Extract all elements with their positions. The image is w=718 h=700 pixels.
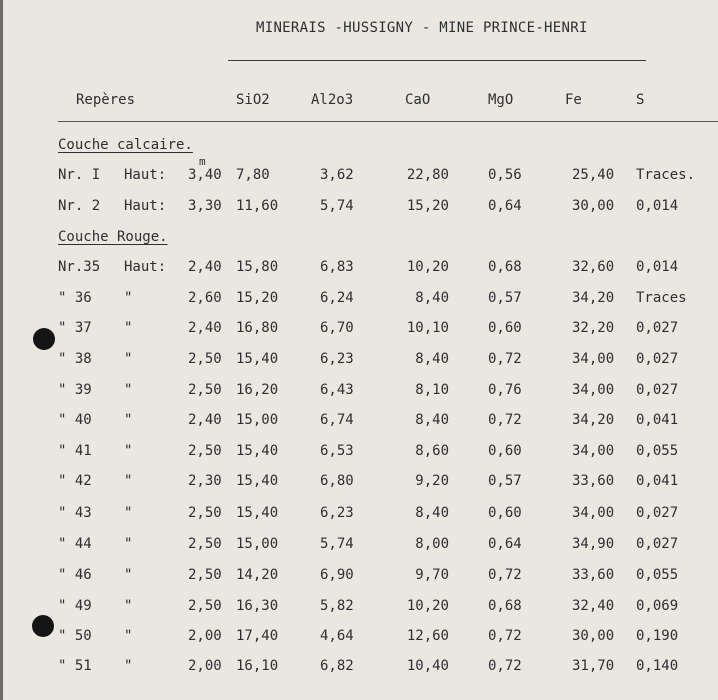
title-rule <box>228 60 646 61</box>
cell-sio2: 15,80 <box>236 259 279 275</box>
section-couche-calcaire: Couche calcaire. <box>58 137 193 153</box>
cell-cao: 9,70 <box>415 567 449 583</box>
cell-nr: " 37 <box>58 320 92 336</box>
header-al2o3: Al2o3 <box>311 92 354 108</box>
cell-cao: 10,20 <box>406 598 449 614</box>
cell-cao: 8,40 <box>415 412 449 428</box>
cell-sio2: 16,30 <box>236 598 279 614</box>
cell-haut: Haut: <box>124 259 167 275</box>
cell-s: 0,041 <box>636 412 679 428</box>
cell-mgo: 0,72 <box>488 628 522 644</box>
cell-fe: 30,00 <box>572 628 615 644</box>
cell-al2o3: 3,62 <box>320 167 354 183</box>
cell-al2o3: 6,23 <box>320 351 354 367</box>
cell-m: 2,50 <box>188 505 222 521</box>
cell-m: 2,00 <box>188 628 222 644</box>
page-edge <box>0 0 3 700</box>
punch-hole-lower <box>32 615 54 637</box>
cell-al2o3: 4,64 <box>320 628 354 644</box>
header-cao: CaO <box>405 92 431 108</box>
cell-mgo: 0,72 <box>488 351 522 367</box>
cell-sio2: 16,10 <box>236 658 279 674</box>
cell-al2o3: 6,53 <box>320 443 354 459</box>
cell-s: 0,027 <box>636 320 679 336</box>
cell-cao: 10,10 <box>406 320 449 336</box>
cell-s: 0,027 <box>636 351 679 367</box>
cell-nr: " 39 <box>58 382 92 398</box>
cell-mgo: 0,72 <box>488 412 522 428</box>
cell-haut: " <box>124 505 133 521</box>
cell-al2o3: 6,70 <box>320 320 354 336</box>
cell-cao: 12,60 <box>406 628 449 644</box>
cell-nr: " 40 <box>58 412 92 428</box>
cell-s: 0,055 <box>636 443 679 459</box>
cell-m: 2,50 <box>188 598 222 614</box>
section-couche-rouge: Couche Rouge. <box>58 229 168 245</box>
cell-fe: 33,60 <box>572 567 615 583</box>
cell-haut: Haut: <box>124 167 167 183</box>
cell-haut: " <box>124 351 133 367</box>
cell-sio2: 11,60 <box>236 198 279 214</box>
cell-nr: " 38 <box>58 351 92 367</box>
cell-fe: 30,00 <box>572 198 615 214</box>
cell-fe: 32,40 <box>572 598 615 614</box>
cell-fe: 34,90 <box>572 536 615 552</box>
cell-fe: 32,60 <box>572 259 615 275</box>
cell-s: 0,014 <box>636 259 679 275</box>
cell-s: 0,069 <box>636 598 679 614</box>
cell-sio2: 15,00 <box>236 412 279 428</box>
cell-al2o3: 6,90 <box>320 567 354 583</box>
cell-fe: 31,70 <box>572 658 615 674</box>
cell-cao: 22,80 <box>406 167 449 183</box>
cell-m: 2,50 <box>188 382 222 398</box>
cell-nr: " 44 <box>58 536 92 552</box>
cell-al2o3: 6,80 <box>320 473 354 489</box>
cell-cao: 8,10 <box>415 382 449 398</box>
cell-nr: " 46 <box>58 567 92 583</box>
cell-fe: 34,00 <box>572 351 615 367</box>
header-fe: Fe <box>565 92 582 108</box>
cell-s: 0,027 <box>636 505 679 521</box>
cell-nr: Nr. I <box>58 167 101 183</box>
cell-sio2: 7,80 <box>236 167 270 183</box>
cell-sio2: 15,00 <box>236 536 279 552</box>
cell-s: 0,055 <box>636 567 679 583</box>
cell-m: 2,50 <box>188 443 222 459</box>
cell-nr: Nr.35 <box>58 259 101 275</box>
cell-m: 2,50 <box>188 351 222 367</box>
cell-sio2: 16,20 <box>236 382 279 398</box>
cell-sio2: 15,40 <box>236 505 279 521</box>
cell-cao: 8,40 <box>415 505 449 521</box>
cell-al2o3: 6,74 <box>320 412 354 428</box>
cell-m: 2,40 <box>188 259 222 275</box>
cell-haut: " <box>124 598 133 614</box>
cell-m: 2,00 <box>188 658 222 674</box>
cell-al2o3: 6,82 <box>320 658 354 674</box>
cell-haut: " <box>124 536 133 552</box>
cell-cao: 10,20 <box>406 259 449 275</box>
cell-mgo: 0,76 <box>488 382 522 398</box>
cell-fe: 34,00 <box>572 443 615 459</box>
cell-cao: 8,00 <box>415 536 449 552</box>
cell-fe: 32,20 <box>572 320 615 336</box>
cell-s: Traces. <box>636 167 696 183</box>
cell-sio2: 16,80 <box>236 320 279 336</box>
cell-al2o3: 6,23 <box>320 505 354 521</box>
cell-mgo: 0,64 <box>488 536 522 552</box>
cell-mgo: 0,64 <box>488 198 522 214</box>
cell-fe: 34,20 <box>572 412 615 428</box>
cell-nr: " 36 <box>58 290 92 306</box>
cell-mgo: 0,56 <box>488 167 522 183</box>
cell-m: 3,40 <box>188 167 222 183</box>
cell-nr: " 43 <box>58 505 92 521</box>
cell-haut: " <box>124 443 133 459</box>
cell-mgo: 0,60 <box>488 505 522 521</box>
cell-al2o3: 6,83 <box>320 259 354 275</box>
cell-m: 2,40 <box>188 412 222 428</box>
document-title: MINERAIS -HUSSIGNY - MINE PRINCE-HENRI <box>256 20 588 36</box>
cell-m: 2,60 <box>188 290 222 306</box>
punch-hole-upper <box>33 328 55 350</box>
cell-nr: " 50 <box>58 628 92 644</box>
cell-sio2: 15,20 <box>236 290 279 306</box>
cell-m: 2,30 <box>188 473 222 489</box>
cell-cao: 8,40 <box>415 290 449 306</box>
header-reperes: Repères <box>76 92 136 108</box>
header-s: S <box>636 92 645 108</box>
cell-sio2: 17,40 <box>236 628 279 644</box>
cell-fe: 34,00 <box>572 382 615 398</box>
cell-sio2: 15,40 <box>236 443 279 459</box>
cell-haut: " <box>124 412 133 428</box>
cell-haut: " <box>124 382 133 398</box>
cell-m: 2,50 <box>188 567 222 583</box>
cell-nr: " 49 <box>58 598 92 614</box>
cell-cao: 10,40 <box>406 658 449 674</box>
cell-m: 2,50 <box>188 536 222 552</box>
cell-nr: Nr. 2 <box>58 198 101 214</box>
cell-mgo: 0,57 <box>488 473 522 489</box>
cell-cao: 9,20 <box>415 473 449 489</box>
cell-al2o3: 6,43 <box>320 382 354 398</box>
cell-al2o3: 6,24 <box>320 290 354 306</box>
cell-mgo: 0,60 <box>488 320 522 336</box>
cell-nr: " 51 <box>58 658 92 674</box>
cell-haut: " <box>124 320 133 336</box>
cell-fe: 34,00 <box>572 505 615 521</box>
cell-haut: " <box>124 567 133 583</box>
cell-sio2: 15,40 <box>236 473 279 489</box>
cell-haut: " <box>124 290 133 306</box>
cell-s: 0,027 <box>636 536 679 552</box>
cell-m: 3,30 <box>188 198 222 214</box>
cell-haut: " <box>124 628 133 644</box>
cell-al2o3: 5,74 <box>320 198 354 214</box>
cell-s: 0,014 <box>636 198 679 214</box>
cell-s: 0,190 <box>636 628 679 644</box>
cell-fe: 33,60 <box>572 473 615 489</box>
cell-fe: 34,20 <box>572 290 615 306</box>
cell-cao: 8,40 <box>415 351 449 367</box>
cell-m: 2,40 <box>188 320 222 336</box>
cell-sio2: 15,40 <box>236 351 279 367</box>
cell-mgo: 0,57 <box>488 290 522 306</box>
cell-al2o3: 5,82 <box>320 598 354 614</box>
unit-marker-m: m <box>199 155 206 168</box>
cell-mgo: 0,72 <box>488 567 522 583</box>
cell-mgo: 0,72 <box>488 658 522 674</box>
cell-nr: " 41 <box>58 443 92 459</box>
cell-cao: 8,60 <box>415 443 449 459</box>
cell-fe: 25,40 <box>572 167 615 183</box>
cell-s: 0,027 <box>636 382 679 398</box>
header-mgo: MgO <box>488 92 514 108</box>
header-rule <box>58 121 718 122</box>
cell-haut: Haut: <box>124 198 167 214</box>
cell-cao: 15,20 <box>406 198 449 214</box>
cell-haut: " <box>124 473 133 489</box>
cell-s: Traces <box>636 290 687 306</box>
cell-al2o3: 5,74 <box>320 536 354 552</box>
cell-mgo: 0,68 <box>488 598 522 614</box>
cell-s: 0,041 <box>636 473 679 489</box>
cell-nr: " 42 <box>58 473 92 489</box>
cell-mgo: 0,60 <box>488 443 522 459</box>
cell-sio2: 14,20 <box>236 567 279 583</box>
header-sio2: SiO2 <box>236 92 270 108</box>
cell-mgo: 0,68 <box>488 259 522 275</box>
cell-s: 0,140 <box>636 658 679 674</box>
cell-haut: " <box>124 658 133 674</box>
